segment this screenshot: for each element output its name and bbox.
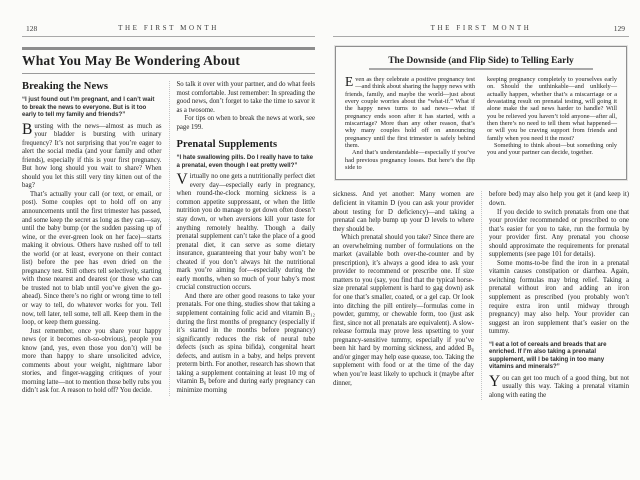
right-page — [333, 24, 629, 460]
paragraph-text: ven as they celebrate a positive pregnancy test—and think about sharing the happy news with friends, family, and maybe the world—just about every couple worries about the “what-if.” What if the happy news turns to sad news—what if pregnancy ends soon after it has started, with a miscarriage? More than any other reason, that’s why many couples hold off on announcing pregnancy until the first trimester is safely behind them. — [345, 76, 475, 150]
sidebar-box — [335, 46, 627, 180]
right-page-column-2 — [481, 191, 629, 400]
paragraph-text: ou can get too much of a good thing, but not usually this way. Taking a prenatal vitamin along with eating the — [489, 374, 629, 399]
dropcap-letter: Y — [489, 372, 501, 390]
body-paragraph: Just remember, once you share your happy news (or it becomes oh-so-obvious), people you know (and, yes, even those you don’t) will be more than happy to share unsolicited advice, comments about your weight, nightmare labor stories, and finger-wagging critiques of your morning latte—not to mention those belly rubs you didn’t ask for. A reason to hold off? You decide. — [22, 327, 162, 395]
box-title-rule — [369, 68, 592, 70]
box-paragraph: keeping pregnancy completely to yourselves early on. Should the unthinkable—and unlikely—actually happen, whether that’s a miscarriage or a devastating result on prenatal testing, will going it alone make the sad news harder to handle? Will you be relieved you haven’t told anyone—after all, then there’s no need to tell them what happened—or will you be craving support from friends and family when you need it the most? — [487, 76, 617, 142]
right-running-header — [333, 24, 629, 37]
sidebar-box-column-1 — [345, 76, 481, 171]
left-page-column-2 — [169, 81, 316, 396]
right-page-columns — [333, 191, 629, 400]
sidebar-box-columns — [345, 76, 617, 171]
box-paragraph — [345, 76, 475, 149]
body-paragraph: That’s actually your call (or text, or email, or post). Some couples opt to hold off on any announcements until the first trimester has passed, and some keep the secret as long as they can—say, until the baby bump (or the sudden passing up of wine, or the ever-green look on her face)—starts making it obvious. Others have rushed off to tell the world (or at least, everyone on their contact list) before the pee has even dried on the pregnancy test. Still others tell selectively, starting with those nearest and dearest (or those who can be trusted not to blab until you’ve given the go-ahead). Since there’s no right or wrong time to tell or way to tell, do whatever works for you. Tell now, tell later, tell some, tell all. Keep them in the loop, or keep them guessing. — [22, 190, 162, 327]
sidebar-box-column-2 — [481, 76, 617, 171]
left-running-head-title: THE FIRST MONTH — [118, 24, 219, 32]
question-quote: “I eat a lot of cereals and breads that are enriched. If I’m also taking a prenatal supplement, will I be taking in too many vitamins and minerals?” — [489, 340, 607, 371]
section-title: What You May Be Wondering About — [22, 53, 241, 68]
dropcap-letter: V — [176, 171, 188, 189]
question-quote: “I just found out I’m pregnant, and I can’t wait to break the news to everyone. But is it too early to tell my family and friends?” — [22, 96, 155, 118]
paragraph-text: ursting with the news—almost as much as your bladder is bursting with urinary frequency? It’s not surprising that you’re eager to alert the social media (and your family and other friends), especially if this is your first pregnancy. But how long should you wait to share? When should you let this still very tiny kitten out of the bag? — [22, 122, 162, 190]
body-paragraph: So talk it over with your partner, and do what feels most comfortable. Just remember: In spreading the good news, don’t forget to take the time to savor it as a twosome. — [176, 81, 315, 114]
body-paragraph: For tips on when to break the news at work, see page 199. — [176, 115, 315, 131]
body-paragraph: Which prenatal should you take? Since there are an overwhelming number of formulations on the market (available both over-the-counter and by prescription), it’s always a good idea to ask your provider to recommend or prescribe one. If size matters to you (say, you find that the typical horse-size prenatal supplement is hard to gag down) ask for one that’s smaller, coated, or a gel cap. Or look into ditching the pill entirely—formulas come in powder, gummy, or chewable form, too (just ask first, since not all prenatals are equivalent). A slow-release formula may prove less upsetting to your pregnancy-sensitive tummy, especially if you’ve been hit hard by morning sickness, and added B₆ and/or ginger may help ease quease, too. Taking the supplement with food or at the time of the day when you’re least likely to upchuck it (maybe after dinner, — [333, 234, 474, 387]
body-paragraph: sickness. And yet another: Many women are deficient in vitamin D (you can ask your provider about testing for D deficiency)—and taking a prenatal can help bump up your D levels to where they should be. — [333, 191, 474, 233]
left-page — [22, 24, 315, 460]
right-page-number: 129 — [613, 24, 625, 33]
dropcap-letter: B — [22, 120, 33, 138]
left-page-number: 128 — [26, 24, 38, 33]
left-page-columns — [22, 81, 315, 396]
body-paragraph: before bed) may also help you get it (and keep it) down. — [489, 191, 629, 208]
prenatal-supplements-heading: Prenatal Supplements — [176, 139, 278, 151]
section-title-block — [22, 47, 315, 74]
right-running-head-title: THE FIRST MONTH — [430, 24, 532, 32]
left-page-column-1 — [22, 81, 169, 396]
box-paragraph: And that’s understandable—especially if you’ve had previous pregnancy losses. But here’s the flip side to — [345, 149, 475, 172]
body-paragraph: If you decide to switch prenatals from one that your provider recommended or prescribed to one that’s easier for you to take, run the formula by your provider first. Any prenatal you choose should approximate the requirements for prenatal supplements (see page 101 for details). — [489, 208, 629, 259]
body-paragraph: Some moms-to-be find the iron in a prenatal vitamin causes constipation or diarrhea. Again, switching formulas may bring relief. Taking a prenatal without iron and adding an iron supplement as prescribed (you probably won’t require extra iron until midway through pregnancy) may also help. Your provider can suggest an iron supplement that’s easier on the tummy. — [489, 259, 629, 336]
body-paragraph: And there are other good reasons to take your prenatals. For one thing, studies show that taking a supplement containing folic acid and vitamin B₁₂ during the first months of pregnancy (especially if it’s started in the months before pregnancy) significantly reduces the risk of neural tube defects (such as spina bifida), congenital heart defects, and autism in a baby, and helps prevent preterm birth. For another, research has shown that taking a supplement containing at least 10 mg of vitamin B₆ before and during early pregnancy can minimize morning — [176, 292, 315, 394]
box-paragraph: Something to think about—but something only you and your partner can decide, together. — [487, 142, 617, 157]
left-running-header — [22, 24, 315, 37]
body-paragraph — [22, 120, 162, 191]
question-quote: “I hate swallowing pills. Do I really have to take a prenatal, even though I eat pretty well?” — [176, 154, 313, 169]
right-page-column-1 — [333, 191, 481, 400]
paragraph-text: irtually no one gets a nutritionally perfect diet every day—especially early in pregnancy, when round-the-clock morning sickness is a common appetite suppressant, or when the little nutrition you do manage to get down often doesn’t stay down, or when aversions kill your taste for anything remotely healthy. Though a daily prenatal supplement can’t take the place of a good prenatal diet, it can serve as some dietary insurance, guaranteeing that your baby won’t be cheated if you don’t always hit the nutritional mark you’re aiming for—especially during the early months, when so much of your baby’s most crucial construction occurs. — [176, 173, 315, 292]
breaking-the-news-heading: Breaking the News — [22, 81, 109, 92]
dropcap-letter: E — [345, 74, 354, 89]
body-paragraph — [177, 173, 316, 293]
body-paragraph — [489, 372, 629, 401]
sidebar-box-title: The Downside (and Flip Side) to Telling Early — [388, 56, 574, 66]
